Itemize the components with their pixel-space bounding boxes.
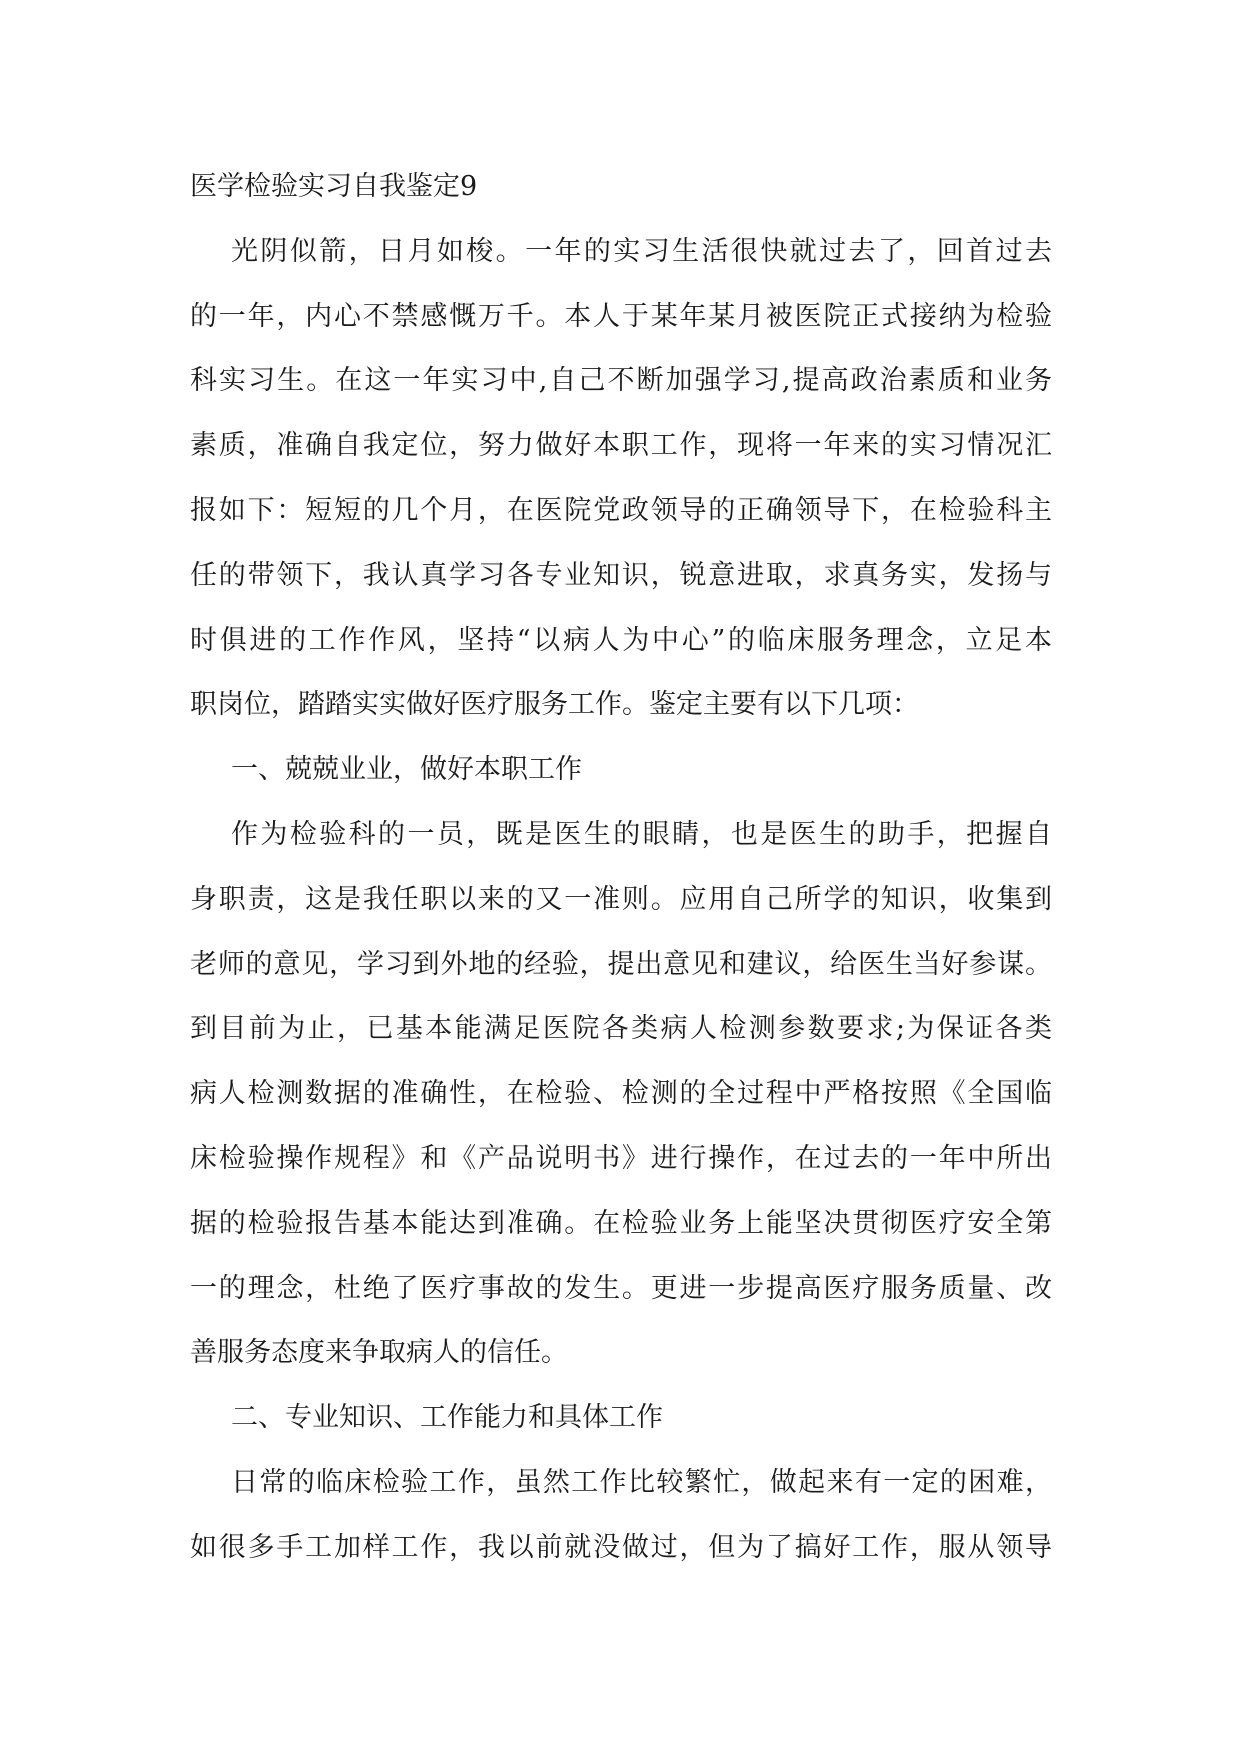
paragraph-line: 报如下：短短的几个月，在医院党政领导的正确领导下，在检验科主 <box>190 494 1052 526</box>
paragraph-line: 老师的意见，学习到外地的经验，提出意见和建议，给医生当好参谋。 <box>190 948 1052 980</box>
paragraph-line: 善服务态度来争取病人的信任。 <box>190 1337 568 1369</box>
paragraph-line: 作为检验科的一员，既是医生的眼睛，也是医生的助手，把握自 <box>231 818 1052 850</box>
paragraph-line: 到目前为止，已基本能满足医院各类病人检测参数要求;为保证各类 <box>190 1013 1052 1045</box>
document-title: 医学检验实习自我鉴定9 <box>190 171 478 202</box>
paragraph-line: 时俱进的工作作风，坚持“以病人为中心”的临床服务理念，立足本 <box>190 624 1052 656</box>
paragraph-1 <box>190 220 1052 738</box>
paragraph-line: 光阴似箭，日月如梭。一年的实习生活很快就过去了，回首过去 <box>231 235 1052 267</box>
paragraph-line: 科实习生。在这一年实习中,自己不断加强学习,提高政治素质和业务 <box>190 365 1052 397</box>
paragraph-line: 病人检测数据的准确性，在检验、检测的全过程中严格按照《全国临 <box>190 1078 1052 1110</box>
section-heading-1: 一、兢兢业业，做好本职工作 <box>231 754 582 786</box>
paragraph-3 <box>190 1451 1052 1581</box>
paragraph-line: 一的理念，杜绝了医疗事故的发生。更进一步提高医疗服务质量、改 <box>190 1272 1052 1304</box>
section-heading-2: 二、专业知识、工作能力和具体工作 <box>231 1402 663 1434</box>
paragraph-line: 如很多手工加样工作，我以前就没做过，但为了搞好工作，服从领导 <box>190 1531 1052 1563</box>
paragraph-line: 身职责，这是我任职以来的又一准则。应用自己所学的知识，收集到 <box>190 883 1052 915</box>
paragraph-line: 的一年，内心不禁感慨万千。本人于某年某月被医院正式接纳为检验 <box>190 300 1052 332</box>
paragraph-line: 日常的临床检验工作，虽然工作比较繁忙，做起来有一定的困难， <box>231 1466 1052 1498</box>
paragraph-line: 职岗位，踏踏实实做好医疗服务工作。鉴定主要有以下几项： <box>190 689 919 721</box>
paragraph-line: 据的检验报告基本能达到准确。在检验业务上能坚决贯彻医疗安全第 <box>190 1207 1052 1239</box>
paragraph-line: 床检验操作规程》和《产品说明书》进行操作，在过去的一年中所出 <box>190 1142 1052 1174</box>
paragraph-line: 素质，准确自我定位，努力做好本职工作，现将一年来的实习情况汇 <box>190 430 1052 462</box>
paragraph-line: 任的带领下，我认真学习各专业知识，锐意进取，求真务实，发扬与 <box>190 559 1052 591</box>
paragraph-2 <box>190 803 1052 1386</box>
document-page <box>190 155 1052 1581</box>
